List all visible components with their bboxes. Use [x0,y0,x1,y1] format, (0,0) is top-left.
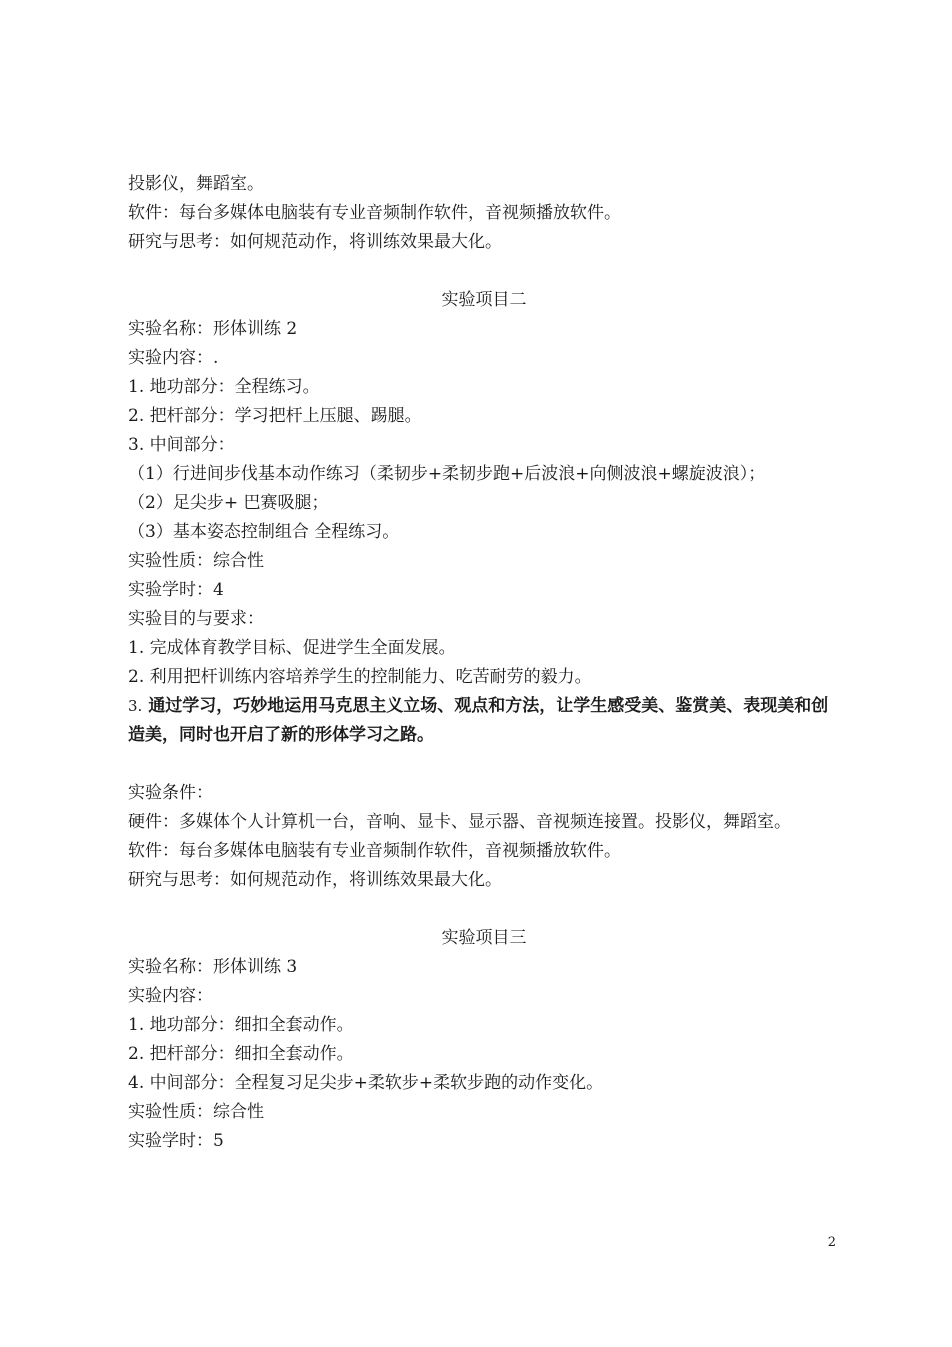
list-item: （1）行进间步伐基本动作练习（柔韧步+柔韧步跑+后波浪+向侧波浪+螺旋波浪）； [128,464,766,484]
hardware-text: 硬件：多媒体个人计算机一台，音响、显卡、显示器、音视频连接置。投影仪，舞蹈室。 [128,812,791,832]
experiment-hours: 实验学时：4 [128,580,224,600]
condition-label: 实验条件： [128,783,213,803]
list-item: 1. 地功部分：细扣全套动作。 [128,1015,354,1035]
list-item: 1. 地功部分：全程练习。 [128,377,320,397]
software-text: 软件：每台多媒体电脑装有专业音频制作软件，音视频播放软件。 [128,841,621,861]
list-item: 2. 把杆部分：细扣全套动作。 [128,1044,354,1064]
list-item: 2. 利用把杆训练内容培养学生的控制能力、吃苦耐劳的毅力。 [128,667,592,687]
text-line: 研究与思考：如何规范动作，将训练效果最大化。 [128,232,502,252]
goal-text: 通过学习，巧妙地运用马克思主义立场、观点和方法，让学生感受美、鉴赏美、表现美和创造美，同时也开启了新的形体学习之路。 [128,696,829,745]
list-item: 3. 中间部分： [128,435,235,455]
document-body [128,170,840,1156]
list-item: （3）基本姿态控制组合 全程练习。 [128,522,400,542]
bold-goal [128,692,840,750]
text-line: 软件：每台多媒体电脑装有专业音频制作软件，音视频播放软件。 [128,203,621,223]
experiment-name: 实验名称：形体训练 3 [128,957,298,977]
research-text: 研究与思考：如何规范动作，将训练效果最大化。 [128,870,502,890]
experiment-nature: 实验性质：综合性 [128,1102,264,1122]
goal-label: 实验目的与要求： [128,609,264,629]
section-heading: 实验项目三 [441,928,527,948]
list-item: 2. 把杆部分：学习把杆上压腿、踢腿。 [128,406,422,426]
page-number: 2 [827,1235,836,1250]
content-label: 实验内容： [128,986,213,1006]
list-item: （2）足尖步+ 巴赛吸腿； [128,493,329,513]
content-label: 实验内容：. [128,348,219,368]
experiment-nature: 实验性质：综合性 [128,551,264,571]
experiment-hours: 实验学时：5 [128,1131,224,1151]
text-line: 投影仪，舞蹈室。 [128,174,264,194]
experiment-name: 实验名称：形体训练 2 [128,319,298,339]
list-item: 4. 中间部分：全程复习足尖步+柔软步+柔软步跑的动作变化。 [128,1073,604,1093]
goal-number: 3. [128,697,143,715]
list-item: 1. 完成体育教学目标、促进学生全面发展。 [128,638,456,658]
section-heading: 实验项目二 [441,290,527,310]
